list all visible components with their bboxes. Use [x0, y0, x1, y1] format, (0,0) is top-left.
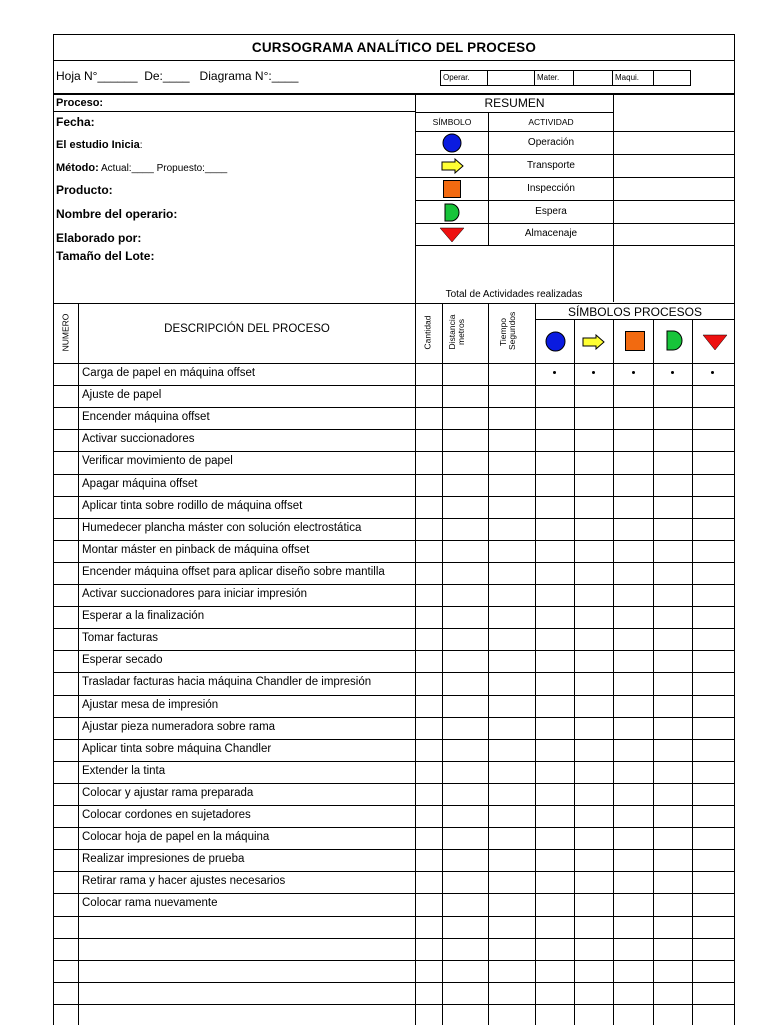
arrow-transport-icon — [582, 334, 606, 350]
table-row[interactable] — [79, 872, 442, 893]
row-description: Tomar facturas — [82, 632, 159, 644]
row-description: Montar máster en pinback de máquina offset — [82, 544, 310, 556]
table-row[interactable] — [79, 740, 442, 761]
producto-label: Producto: — [56, 183, 113, 197]
header-row — [54, 61, 734, 95]
activity-espera: Espera — [535, 206, 567, 217]
table-row[interactable] — [79, 475, 442, 496]
activity-almacenaje: Almacenaje — [524, 228, 578, 239]
dot-marker-almacenaje — [711, 371, 714, 374]
maquina-box-value[interactable] — [653, 70, 691, 86]
dot-marker-transporte — [592, 371, 595, 374]
table-row[interactable] — [79, 983, 442, 1004]
total-actividades-label: Total de Actividades realizadas — [445, 289, 583, 300]
operario-box-label: Operar. — [440, 70, 488, 86]
table-row[interactable] — [79, 607, 442, 628]
table-row[interactable] — [79, 894, 442, 915]
row-description: Extender la tinta — [82, 765, 166, 777]
row-description: Colocar y ajustar rama preparada — [82, 787, 254, 799]
table-row[interactable] — [79, 696, 442, 717]
elaborado-label: Elaborado por: — [56, 231, 142, 245]
maquina-box-label: Maqui. — [612, 70, 654, 86]
table-row[interactable] — [79, 452, 442, 473]
col-actividad-header: ACTIVIDAD — [528, 117, 574, 127]
square-inspection-icon — [625, 331, 645, 351]
triangle-storage-icon — [702, 334, 728, 351]
activity-operacion: Operación — [527, 137, 575, 148]
dot-marker-espera — [671, 371, 674, 374]
circle-operation-icon — [442, 133, 462, 153]
table-row[interactable] — [79, 718, 442, 739]
row-description: Verificar movimiento de papel — [82, 455, 233, 467]
row-description: Aplicar tinta sobre rodillo de máquina offset — [82, 500, 303, 512]
divider — [54, 111, 415, 112]
table-row[interactable] — [79, 430, 442, 451]
row-description: Colocar hoja de papel en la máquina — [82, 831, 270, 843]
tamano-label: Tamaño del Lote: — [56, 249, 155, 263]
process-chart-sheet — [53, 34, 735, 1025]
divider — [415, 131, 734, 132]
row-description: Encender máquina offset — [82, 411, 210, 423]
row-description: Ajustar pieza numeradora sobre rama — [82, 721, 276, 733]
arrow-transport-icon — [441, 158, 465, 174]
d-wait-icon — [444, 203, 460, 222]
table-row[interactable] — [79, 828, 442, 849]
table-row[interactable] — [79, 961, 442, 982]
divider — [415, 200, 734, 201]
table-row[interactable] — [79, 585, 442, 606]
row-description: Trasladar facturas hacia máquina Chandler de impresión — [82, 676, 372, 688]
table-row[interactable] — [79, 497, 442, 518]
circle-operation-icon — [545, 331, 566, 352]
row-description: Esperar secado — [82, 654, 163, 666]
row-description: Ajustar mesa de impresión — [82, 699, 219, 711]
activity-inspeccion: Inspección — [527, 183, 575, 194]
table-row[interactable] — [79, 917, 442, 938]
table-row[interactable] — [79, 519, 442, 540]
table-row[interactable] — [79, 364, 442, 385]
table-row[interactable] — [79, 408, 442, 429]
col-cantidad-header: Cantidad — [422, 315, 433, 350]
dot-marker-inspeccion — [632, 371, 635, 374]
operario-box-value[interactable] — [487, 70, 535, 86]
estudio-label: El estudio Inicia: — [56, 139, 143, 151]
col-descripcion-header: DESCRIPCIÓN DEL PROCESO — [164, 323, 330, 335]
table-row[interactable] — [79, 939, 442, 960]
page-title: CURSOGRAMA ANALÍTICO DEL PROCESO — [54, 35, 734, 61]
table-row[interactable] — [79, 850, 442, 871]
divider — [415, 112, 614, 113]
row-description: Ajuste de papel — [82, 389, 162, 401]
metodo-label: Método: Actual:____ Propuesto:____ — [56, 162, 228, 174]
table-row[interactable] — [79, 651, 442, 672]
row-description: Colocar rama nuevamente — [82, 897, 218, 909]
proceso-label: Proceso: — [56, 97, 104, 109]
table-row[interactable] — [79, 563, 442, 584]
table-row[interactable] — [79, 784, 442, 805]
material-box-value[interactable] — [573, 70, 613, 86]
row-description: Encender máquina offset para aplicar diseño sobre mantilla — [82, 566, 385, 578]
divider — [415, 223, 734, 224]
col-numero-header: NUMERO — [60, 313, 71, 352]
resumen-title: RESUMEN — [484, 96, 545, 110]
row-description: Esperar a la finalización — [82, 610, 205, 622]
dot-marker-operacion — [553, 371, 556, 374]
row-description: Retirar rama y hacer ajustes necesarios — [82, 875, 286, 887]
activity-transporte: Transporte — [527, 160, 575, 171]
hoja-fields[interactable]: Hoja N°______ De:____ Diagrama N°:____ — [56, 69, 299, 83]
table-row[interactable] — [79, 386, 442, 407]
row-description: Activar succionadores — [82, 433, 195, 445]
table-row[interactable] — [79, 541, 442, 562]
row-description: Humedecer plancha máster con solución electrostática — [82, 522, 362, 534]
row-description: Aplicar tinta sobre máquina Chandler — [82, 743, 272, 755]
square-inspection-icon — [443, 180, 461, 198]
simbolos-procesos-header: SÍMBOLOS PROCESOS — [567, 305, 703, 319]
divider — [535, 319, 734, 320]
row-description: Realizar impresiones de prueba — [82, 853, 245, 865]
d-wait-icon — [666, 330, 683, 351]
table-row[interactable] — [79, 629, 442, 650]
divider — [54, 303, 734, 304]
divider — [613, 95, 614, 302]
triangle-storage-icon — [439, 227, 465, 243]
table-row[interactable] — [79, 806, 442, 827]
row-description: Activar succionadores para iniciar impresión — [82, 588, 307, 600]
divider — [415, 154, 734, 155]
row-description: Carga de papel en máquina offset — [82, 367, 256, 379]
col-simbolo-header: SÍMBOLO — [432, 117, 472, 127]
table-row[interactable] — [79, 762, 442, 783]
col-distancia-header: Distancia metros — [447, 314, 466, 350]
divider — [415, 177, 734, 178]
row-description: Apagar máquina offset — [82, 478, 198, 490]
operario-label: Nombre del operario: — [56, 207, 178, 221]
divider — [488, 113, 489, 245]
col-tiempo-header: Tiempo Segundos — [498, 311, 517, 350]
row-description: Colocar cordones en sujetadores — [82, 809, 251, 821]
table-row[interactable] — [79, 673, 442, 694]
divider — [415, 245, 734, 246]
fecha-label: Fecha: — [56, 115, 95, 129]
material-box-label: Mater. — [534, 70, 574, 86]
table-row[interactable] — [79, 1005, 442, 1026]
